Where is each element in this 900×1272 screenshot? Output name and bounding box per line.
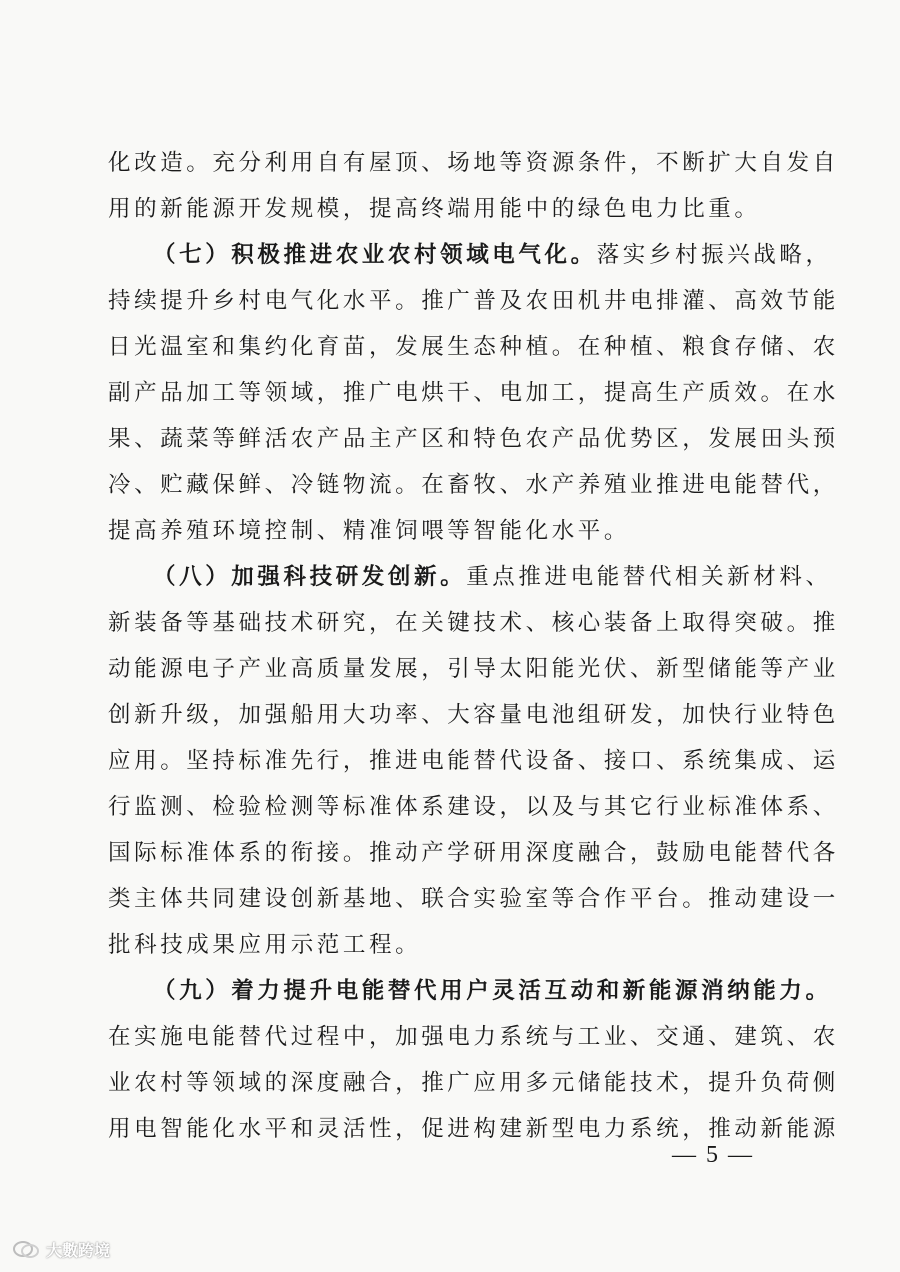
line-text: 应用。坚持标准先行，推进电能替代设备、接口、系统集成、运 xyxy=(108,748,839,774)
line-text: 副产品加工等领域，推广电烘干、电加工，提高生产质效。在水 xyxy=(108,380,839,406)
section-heading-line xyxy=(108,554,832,600)
line-text: 国际标准体系的衔接。推动产学研用深度融合，鼓励电能替代各 xyxy=(108,840,839,866)
line-text: 持续提升乡村电气化水平。推广普及农田机井电排灌、高效节能 xyxy=(108,288,839,314)
line-text: 重点推进电能替代相关新材料、 xyxy=(466,564,832,590)
text-line xyxy=(108,1014,839,1060)
section-heading: （九）着力提升电能替代用户灵活互动和新能源消纳能力。 xyxy=(153,978,832,1004)
line-text: 化改造。充分利用自有屋顶、场地等资源条件，不断扩大自发自 xyxy=(108,150,839,176)
text-line xyxy=(108,738,839,784)
line-text: 创新升级，加强船用大功率、大容量电池组研发，加快行业特色 xyxy=(108,702,839,728)
line-text: 提高养殖环境控制、精准饲喂等智能化水平。 xyxy=(108,518,631,544)
line-text: 在实施电能替代过程中，加强电力系统与工业、交通、建筑、农 xyxy=(108,1024,839,1050)
text-line xyxy=(108,692,839,738)
section-heading: （七）积极推进农业农村领域电气化。 xyxy=(153,242,597,268)
page-number: — 5 — xyxy=(672,1142,754,1168)
line-text: 用的新能源开发规模，提高终端用能中的绿色电力比重。 xyxy=(108,196,761,222)
section-heading: （八）加强科技研发创新。 xyxy=(153,564,467,590)
line-text: 日光温室和集约化育苗，发展生态种植。在种植、粮食存储、农 xyxy=(108,334,839,360)
line-text: 类主体共同建设创新基地、联合实验室等合作平台。推动建设一 xyxy=(108,886,839,912)
line-text: 批科技成果应用示范工程。 xyxy=(108,932,422,958)
line-text: 冷、贮藏保鲜、冷链物流。在畜牧、水产养殖业推进电能替代， xyxy=(108,472,839,498)
line-text: 行监测、检验检测等标准体系建设，以及与其它行业标准体系、 xyxy=(108,794,839,820)
line-text: 用电智能化水平和灵活性，促进构建新型电力系统，推动新能源 xyxy=(108,1116,839,1142)
line-text: 果、蔬菜等鲜活农产品主产区和特色农产品优势区，发展田头预 xyxy=(108,426,839,452)
watermark-text: 大數跨境 xyxy=(46,1241,111,1260)
text-line xyxy=(108,186,788,232)
speech-bubble-logo-icon xyxy=(12,1239,40,1261)
line-text: 新装备等基础技术研究，在关键技术、核心装备上取得突破。推 xyxy=(108,610,839,636)
text-line xyxy=(108,876,839,922)
text-line xyxy=(108,922,788,968)
line-text: 动能源电子产业高质量发展，引导太阳能光伏、新型储能等产业 xyxy=(108,656,839,682)
section-heading-line xyxy=(108,968,832,1014)
line-text: 落实乡村振兴战略， xyxy=(596,242,832,268)
body-text xyxy=(108,140,839,1152)
line-text: 业农村等领域的深度融合，推广应用多元储能技术，提升负荷侧 xyxy=(108,1070,839,1096)
text-line xyxy=(108,830,839,876)
text-line xyxy=(108,784,839,830)
text-line xyxy=(108,600,839,646)
text-line xyxy=(108,416,839,462)
text-line xyxy=(108,140,839,186)
text-line xyxy=(108,278,839,324)
text-line xyxy=(108,646,839,692)
text-line xyxy=(108,508,788,554)
text-line xyxy=(108,370,839,416)
text-line xyxy=(108,462,839,508)
watermark xyxy=(12,1238,110,1261)
text-line xyxy=(108,324,839,370)
section-heading-line xyxy=(108,232,832,278)
text-line xyxy=(108,1060,839,1106)
